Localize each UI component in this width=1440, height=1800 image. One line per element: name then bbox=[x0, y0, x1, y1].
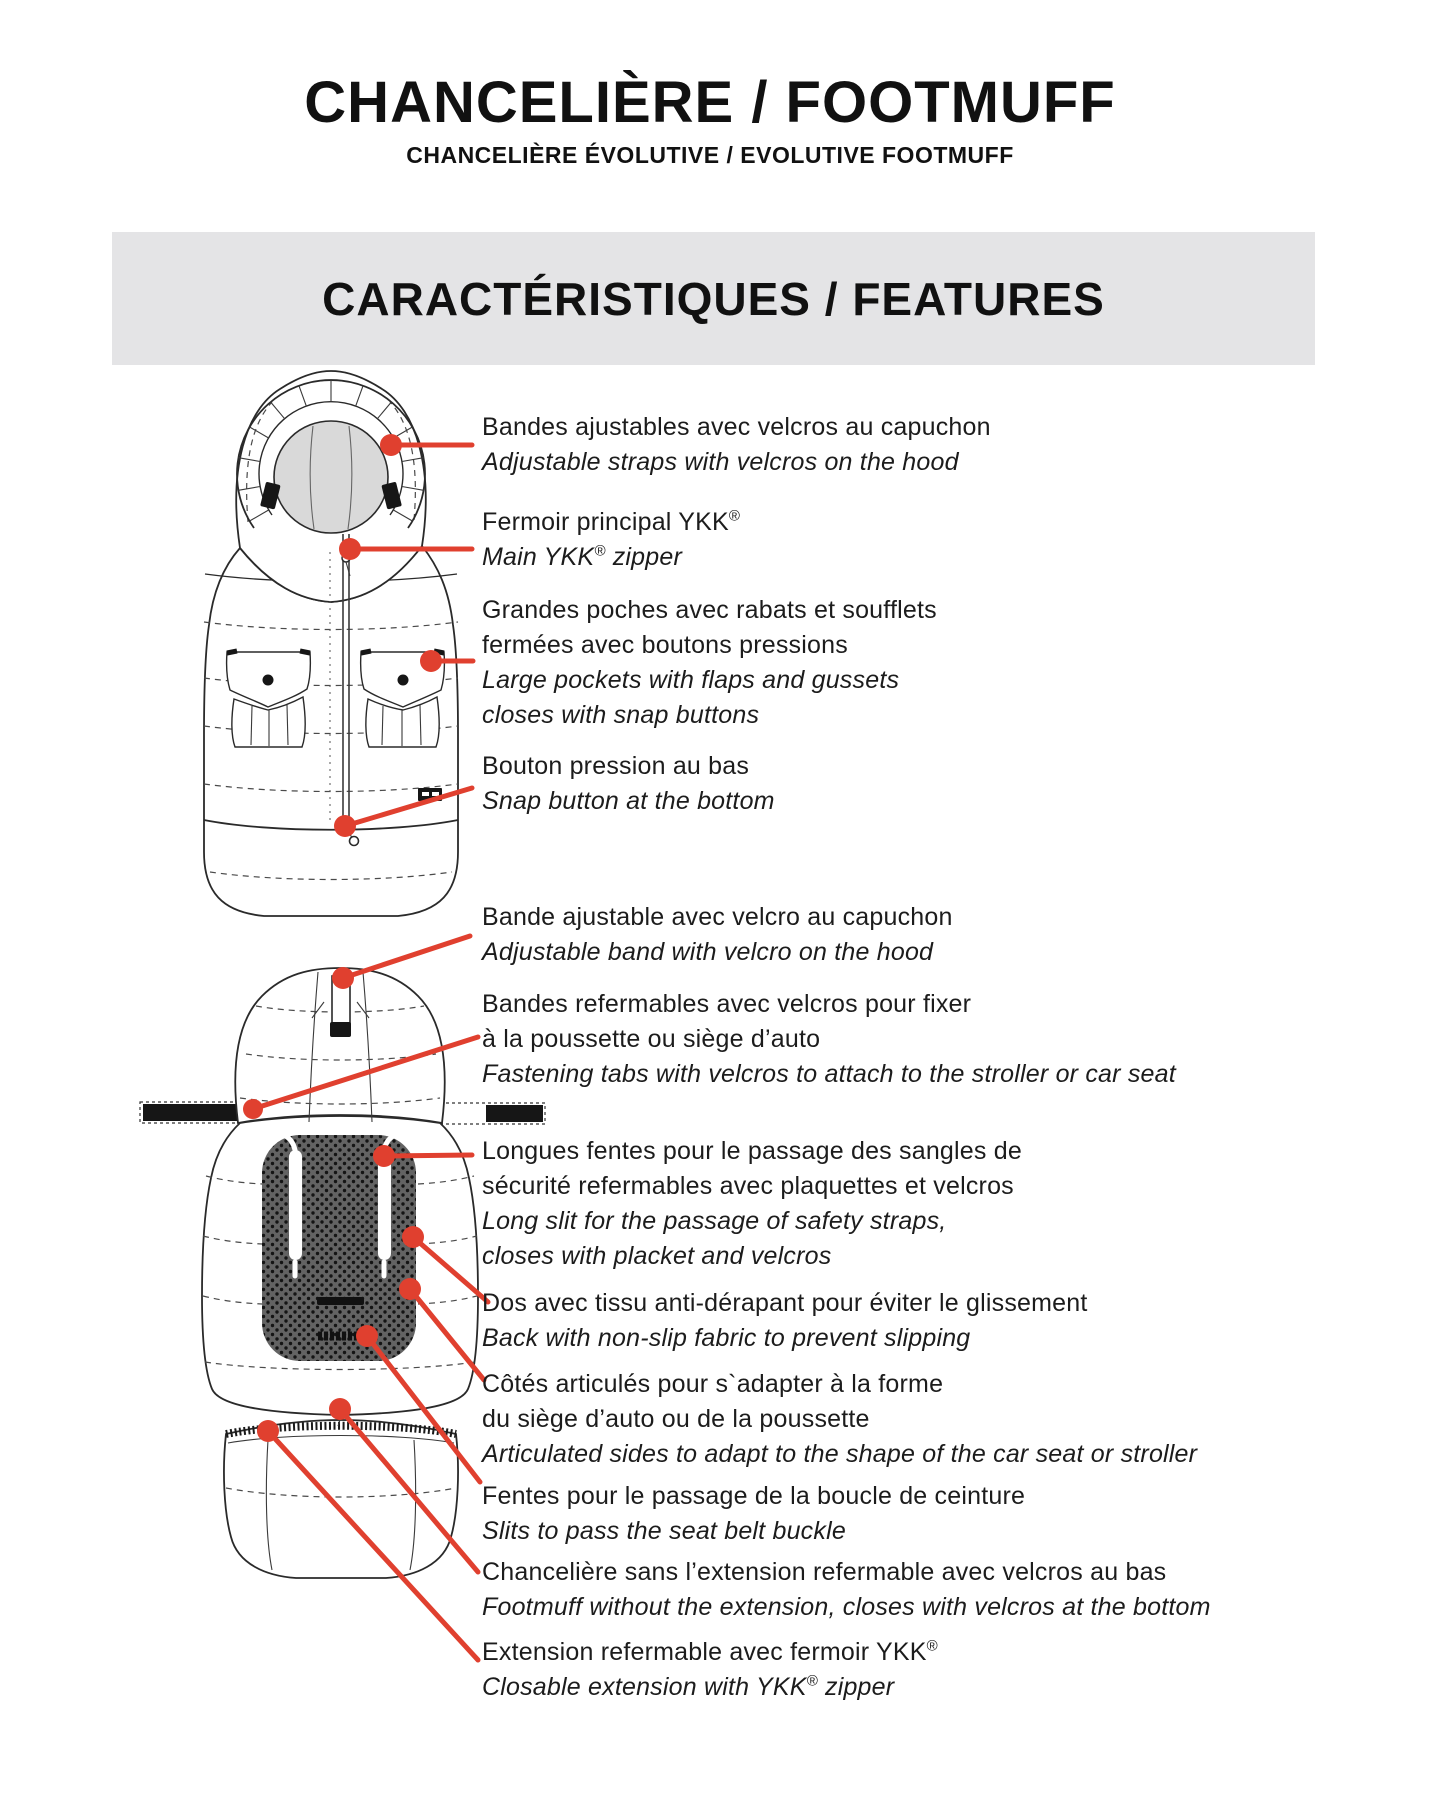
feature-text-en: Adjustable straps with velcros on the hood bbox=[482, 448, 959, 476]
feature-text-fr: Grandes poches avec rabats et soufflets bbox=[482, 596, 937, 624]
feature-text-fr: Bouton pression au bas bbox=[482, 752, 750, 780]
feature-text-en: Back with non-slip fabric to prevent slipping bbox=[482, 1324, 971, 1352]
feature-back-velcro-bottom bbox=[482, 1555, 1322, 1625]
callout-dot bbox=[329, 1398, 351, 1420]
callout-dot bbox=[420, 650, 442, 672]
callout-dot bbox=[334, 815, 356, 837]
callout-hood-straps bbox=[380, 434, 472, 456]
features-banner-label: CARACTÉRISTIQUES / FEATURES bbox=[322, 272, 1105, 325]
callout-dot bbox=[257, 1420, 279, 1442]
pocket-snap-button-left bbox=[263, 675, 274, 686]
feature-back-buckle-slits bbox=[482, 1479, 1322, 1549]
feature-text-fr: Côtés articulés pour s`adapter à la forme bbox=[482, 1370, 944, 1398]
feature-text-en: Fastening tabs with velcros to attach to the stroller or car seat bbox=[482, 1060, 1176, 1088]
feature-text-en: Snap button at the bottom bbox=[482, 787, 775, 815]
callout-dot bbox=[399, 1278, 421, 1300]
feature-text-fr: sécurité refermables avec plaquettes et velcros bbox=[482, 1172, 1014, 1200]
hood-opening bbox=[274, 421, 388, 533]
feature-text-en: Footmuff without the extension, closes with velcros at the bottom bbox=[482, 1593, 1211, 1621]
callout-hood-band bbox=[332, 936, 470, 989]
callout-dot bbox=[373, 1145, 395, 1167]
feature-text-en: Long slit for the passage of safety straps, bbox=[482, 1207, 947, 1235]
feature-text-fr: Bandes ajustables avec velcros au capuchon bbox=[482, 413, 991, 441]
feature-text-en: Adjustable band with velcro on the hood bbox=[482, 938, 934, 966]
feature-text-en: closes with placket and velcros bbox=[482, 1242, 832, 1270]
feature-text-fr: Longues fentes pour le passage des sangles de bbox=[482, 1137, 1022, 1165]
page-subtitle: CHANCELIÈRE ÉVOLUTIVE / EVOLUTIVE FOOTMUFF bbox=[406, 142, 1014, 168]
feature-back-fastening-tabs bbox=[482, 987, 1322, 1092]
feature-text-en: Closable extension with YKK® zipper bbox=[482, 1672, 895, 1701]
feature-text-en: closes with snap buttons bbox=[482, 701, 760, 729]
callout-dot bbox=[356, 1325, 378, 1347]
feature-text-fr: Extension refermable avec fermoir YKK® bbox=[482, 1637, 938, 1666]
feature-text-en: Large pockets with flaps and gussets bbox=[482, 666, 900, 694]
feature-text-fr: Bandes refermables avec velcros pour fixer bbox=[482, 990, 972, 1018]
feature-text-fr: Fentes pour le passage de la boucle de ceinture bbox=[482, 1482, 1026, 1510]
feature-front-hood-straps bbox=[482, 410, 1322, 480]
feature-text-fr: Bande ajustable avec velcro au capuchon bbox=[482, 903, 953, 931]
feature-text-fr: Chancelière sans l’extension refermable avec velcros au bas bbox=[482, 1558, 1167, 1586]
callout-dot bbox=[243, 1099, 263, 1119]
feature-text-fr: Dos avec tissu anti-dérapant pour éviter le glissement bbox=[482, 1289, 1088, 1317]
callout-dot bbox=[402, 1226, 424, 1248]
feature-front-snap-button bbox=[482, 749, 1322, 819]
feature-front-pockets bbox=[482, 593, 1322, 733]
feature-front-main-zipper bbox=[482, 505, 1322, 575]
feature-back-non-slip bbox=[482, 1286, 1322, 1356]
feature-text-fr: à la poussette ou siège d’auto bbox=[482, 1025, 821, 1053]
feature-text-fr: fermées avec boutons pressions bbox=[482, 631, 848, 659]
belt-buckle-slit-upper bbox=[317, 1297, 364, 1305]
feature-back-long-slits bbox=[482, 1134, 1322, 1274]
footmuff-front-view-drawing bbox=[204, 371, 458, 916]
pocket-snap-button-right bbox=[398, 675, 409, 686]
feature-text-en: Main YKK® zipper bbox=[482, 542, 683, 571]
callout-dot bbox=[332, 967, 354, 989]
callout-dot bbox=[380, 434, 402, 456]
feature-text-fr: Fermoir principal YKK® bbox=[482, 507, 741, 536]
feature-back-hood-band bbox=[482, 900, 1322, 970]
page-title: CHANCELIÈRE / FOOTMUFF bbox=[304, 70, 1116, 135]
feature-back-articulated-sides bbox=[482, 1367, 1322, 1472]
feature-text-en: Slits to pass the seat belt buckle bbox=[482, 1517, 846, 1545]
feature-text-fr: du siège d’auto ou de la poussette bbox=[482, 1405, 870, 1433]
non-slip-panel bbox=[262, 1135, 416, 1361]
feature-back-extension bbox=[482, 1635, 1322, 1705]
callout-dot bbox=[339, 538, 361, 560]
feature-text-en: Articulated sides to adapt to the shape of the car seat or stroller bbox=[482, 1440, 1198, 1468]
